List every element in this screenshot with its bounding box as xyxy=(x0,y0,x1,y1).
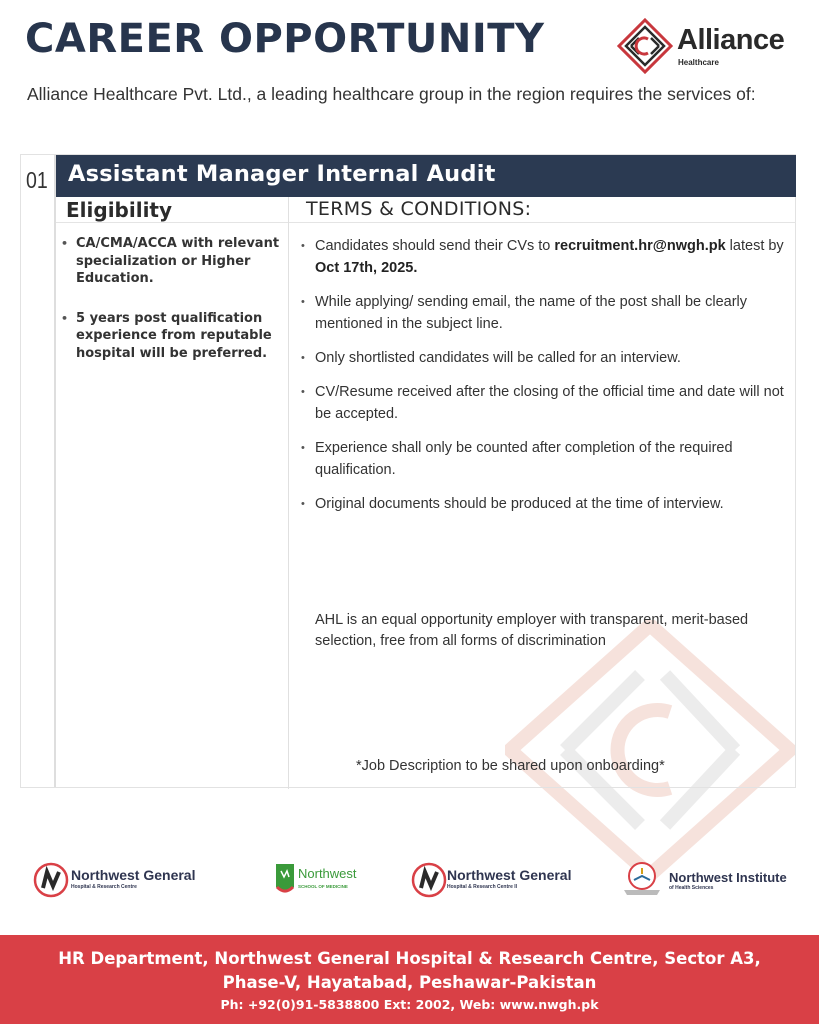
eligibility-heading: Eligibility xyxy=(66,198,173,222)
alliance-diamond-icon xyxy=(617,18,673,74)
contact-footer xyxy=(0,935,819,1024)
eligibility-item: • CA/CMA/ACCA with relevant specialization or Higher Education. xyxy=(61,235,286,288)
footer-address-line-1: HR Department, Northwest General Hospital & Research Centre, Sector A3, xyxy=(58,949,761,968)
partner-logo-school-of-medicine xyxy=(275,860,355,900)
application-deadline: Oct 17th, 2025. xyxy=(315,260,418,276)
section-headers xyxy=(56,197,796,223)
terms-item: • Experience shall only be counted after completion of the required qualification. xyxy=(301,437,791,481)
column-divider xyxy=(288,197,289,789)
terms-list xyxy=(301,235,791,527)
intro-text: Alliance Healthcare Pvt. Ltd., a leading healthcare group in the region requires the services of: xyxy=(27,84,756,104)
terms-item xyxy=(301,235,791,279)
terms-item: • Only shortlisted candidates will be called for an interview. xyxy=(301,347,791,369)
partner-name: Northwest General xyxy=(71,867,196,883)
terms-heading: TERMS & CONDITIONS: xyxy=(306,198,532,220)
brand-name: Alliance xyxy=(677,24,785,56)
position-title-bar xyxy=(56,155,796,197)
nwgh-emblem-icon xyxy=(33,862,69,898)
partner-logo-nwgh-2 xyxy=(411,860,591,900)
footer-contact-line: Ph: +92(0)91-5838800 Ext: 2002, Web: www.nwgh.pk xyxy=(220,997,599,1012)
position-title: Assistant Manager Internal Audit xyxy=(68,161,496,187)
equal-opportunity-statement: AHL is an equal opportunity employer with transparent, merit-based selection, free from all forms of discrimination xyxy=(315,612,749,649)
school-shield-icon xyxy=(275,863,295,897)
eligibility-item: • 5 years post qualification experience from reputable hospital will be preferred. xyxy=(61,310,286,363)
job-description-note: *Job Description to be shared upon onboarding* xyxy=(356,758,665,774)
institute-seal-icon xyxy=(620,860,664,898)
position-number-column xyxy=(21,155,56,787)
brand-sub: Healthcare xyxy=(678,58,719,67)
nwgh-emblem-icon xyxy=(411,862,447,898)
partner-name: Northwest General xyxy=(447,867,572,883)
partner-sub: SCHOOL OF MEDICINE xyxy=(298,884,348,889)
terms-item: • CV/Resume received after the closing of the official time and date will not be accepted. xyxy=(301,381,791,425)
position-table xyxy=(20,154,796,788)
partner-logo-nwgh xyxy=(33,860,213,900)
footer-address-line-2: Phase-V, Hayatabad, Peshawar-Pakistan xyxy=(222,973,597,992)
page-title: CAREER OPPORTUNITY xyxy=(25,16,545,62)
partner-name: Northwest Institute xyxy=(669,870,787,885)
partner-sub: Hospital & Research Centre II xyxy=(447,884,518,890)
partner-sub: Hospital & Research Centre xyxy=(71,884,137,890)
partner-logo-nwihs xyxy=(620,860,800,900)
position-number: 01 xyxy=(26,167,48,193)
alliance-logo xyxy=(617,18,807,74)
application-email-link[interactable]: recruitment.hr@nwgh.pk xyxy=(554,238,726,254)
terms-item: • While applying/ sending email, the name of the post shall be clearly mentioned in the subject line. xyxy=(301,291,791,335)
terms-item: • Original documents should be produced at the time of interview. xyxy=(301,493,791,515)
partner-sub: of Health Sciences xyxy=(669,885,714,891)
terms-text: Candidates should send their CVs to xyxy=(315,238,555,254)
terms-text: latest by xyxy=(725,238,784,254)
eligibility-list xyxy=(61,235,286,384)
partner-name: Northwest xyxy=(298,866,357,881)
